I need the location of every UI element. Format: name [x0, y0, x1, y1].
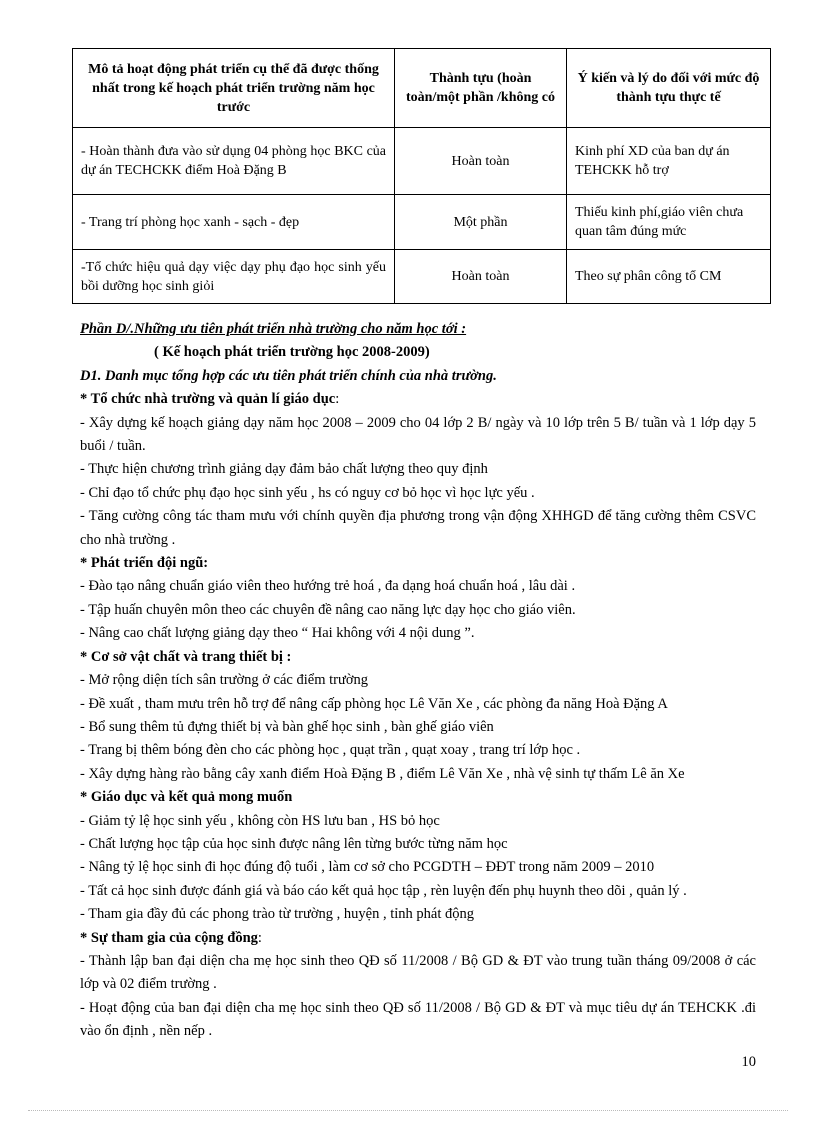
list-item: - Đào tạo nâng chuẩn giáo viên theo hướng trẻ hoá , đa dạng hoá chuẩn hoá , lâu dài .	[80, 578, 576, 595]
cell-achievement: Hoàn toàn	[395, 250, 567, 304]
group-heading: * Cơ sở vật chất và trang thiết bị :	[80, 648, 292, 665]
cell-comment: Theo sự phân công tổ CM	[567, 250, 771, 304]
main-content	[80, 318, 756, 1044]
list-item: - Thực hiện chương trình giảng dạy đảm bảo chất lượng theo quy định	[80, 461, 488, 478]
achievement-table	[72, 48, 771, 304]
list-item: - Chỉ đạo tổ chức phụ đạo học sinh yếu , hs có nguy cơ bỏ học vì học lực yếu .	[80, 484, 535, 501]
d1-heading: D1. Danh mục tổng hợp các ưu tiên phát triển chính của nhà trường.	[80, 367, 497, 384]
cell-comment: Kinh phí XD của ban dự án TEHCKK hỗ trợ	[567, 128, 771, 195]
table-row	[73, 128, 771, 195]
list-item: - Nâng tỷ lệ học sinh đi học đúng độ tuổi , làm cơ sở cho PCGDTH – ĐĐT trong năm 2009 – 2010	[80, 859, 655, 876]
list-item: - Xây dựng hàng rào bằng cây xanh điểm Hoà Đặng B , điểm Lê Văn Xe , nhà vệ sinh tự thấm Lê ăn Xe	[80, 765, 685, 782]
priority-groups	[80, 388, 756, 1043]
cell-comment: Thiếu kinh phí,giáo viên chưa quan tâm đúng mức	[567, 195, 771, 250]
list-item: - Hoạt động của ban đại diện cha mẹ học sinh theo QĐ số 11/2008 / Bộ GD & ĐT và mục tiêu dự án TEHCKK .đi vào ổn định , nền nếp .	[80, 999, 756, 1040]
group-heading: * Sự tham gia của cộng đồng:	[80, 929, 262, 946]
cell-achievement: Một phần	[395, 195, 567, 250]
footer-divider	[28, 1110, 788, 1111]
page-number: 10	[741, 1054, 756, 1070]
list-item: - Trang bị thêm bóng đèn cho các phòng học , quạt trần , quạt xoay , trang trí lớp học .	[80, 742, 581, 759]
cell-activity: -Tổ chức hiệu quả dạy việc dạy phụ đạo học sinh yếu bồi dưỡng học sinh giỏi	[73, 250, 395, 304]
list-item: - Mở rộng diện tích sân trường ở các điểm trường	[80, 672, 368, 689]
cell-achievement: Hoàn toàn	[395, 128, 567, 195]
header-comment: Ý kiến và lý do đối với mức độ thành tựu thực tế	[567, 49, 771, 128]
section-subtitle: ( Kế hoạch phát triển trường học 2008-2009)	[154, 344, 430, 361]
table-row	[73, 195, 771, 250]
cell-activity: - Hoàn thành đưa vào sử dụng 04 phòng học BKC của dự án TECHCKK điểm Hoà Đặng B	[73, 128, 395, 195]
list-item: - Tất cả học sinh được đánh giá và báo cáo kết quả học tập , rèn luyện đến phụ huynh theo dõi , quản lý .	[80, 882, 687, 899]
group-heading: * Giáo dục và kết quả mong muốn	[80, 789, 293, 806]
header-activity: Mô tả hoạt động phát triển cụ thể đã được thống nhất trong kế hoạch phát triển trường năm học trước	[73, 49, 395, 128]
group-heading: * Phát triển đội ngũ:	[80, 555, 209, 572]
table-row	[73, 250, 771, 304]
group-heading: * Tổ chức nhà trường và quản lí giáo dục:	[80, 391, 340, 408]
list-item: - Chất lượng học tập của học sinh được nâng lên từng bước từng năm học	[80, 835, 508, 852]
list-item: - Tập huấn chuyên môn theo các chuyên đề nâng cao năng lực dạy học cho giáo viên.	[80, 601, 576, 618]
list-item: - Thành lập ban đại diện cha mẹ học sinh theo QĐ số 11/2008 / Bộ GD & ĐT vào trung tuần tháng 09/2008 ở các lớp và 02 điểm trường .	[80, 952, 756, 993]
list-item: - Nâng cao chất lượng giảng dạy theo “ Hai không với 4 nội dung ”.	[80, 625, 475, 642]
table-header-row	[73, 49, 771, 128]
list-item: - Xây dựng kế hoạch giảng dạy năm học 2008 – 2009 cho 04 lớp 2 B/ ngày và 10 lớp trên 5 B/ tuần và 1 lớp dạy 5 buổi / tuần.	[80, 414, 756, 455]
list-item: - Đề xuất , tham mưu trên hỗ trợ để nâng cấp phòng học Lê Văn Xe , các phòng đa năng Hoà Đặng A	[80, 695, 668, 712]
list-item: - Bổ sung thêm tủ đựng thiết bị và bàn ghế học sinh , bàn ghế giáo viên	[80, 718, 494, 735]
list-item: - Tham gia đầy đủ các phong trào từ trường , huyện , tỉnh phát động	[80, 906, 474, 923]
list-item: - Giảm tỷ lệ học sinh yếu , không còn HS lưu ban , HS bỏ học	[80, 812, 440, 829]
cell-activity: - Trang trí phòng học xanh - sạch - đẹp	[73, 195, 395, 250]
header-achievement: Thành tựu (hoàn toàn/một phần /không có	[395, 49, 567, 128]
section-title: Phần D/.Những ưu tiên phát triển nhà trường cho năm học tới :	[80, 321, 467, 337]
list-item: - Tăng cường công tác tham mưu với chính quyền địa phương trong vận động XHHGD để tăng cường thêm CSVC cho nhà trường .	[80, 508, 756, 548]
